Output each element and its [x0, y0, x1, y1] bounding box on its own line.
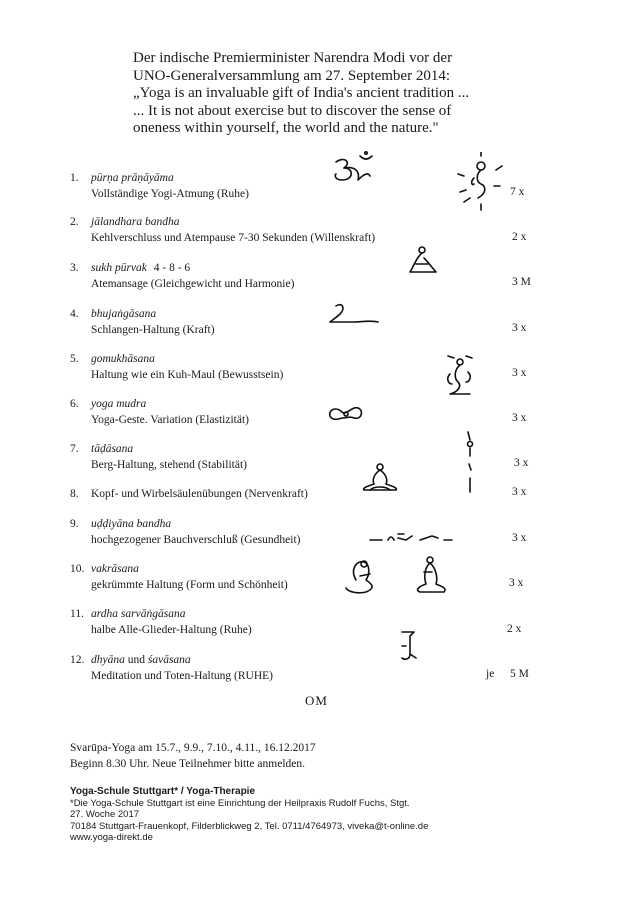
exercise-sanskrit: vakrāsana — [91, 563, 139, 575]
exercise-description: gekrümmte Haltung (Form und Schönheit) — [91, 579, 288, 591]
exercise-number: 2. — [70, 216, 79, 228]
abdominal-lock-figure-icon — [368, 526, 454, 548]
quote-line: ... It is not about exercise but to discover the sense of — [133, 102, 452, 119]
footer-week: 27. Woche 2017 — [70, 809, 140, 821]
exercise-sanskrit: jālandhara bandha — [91, 216, 180, 228]
footer-note: *Die Yoga-Schule Stuttgart ist eine Einrichtung der Heilpraxis Rudolf Fuchs, Stgt. — [70, 797, 410, 809]
standing-figure-icon — [460, 430, 480, 500]
exercise-reps: 3 x — [514, 457, 529, 469]
exercise-reps: 3 x — [512, 412, 527, 424]
exercise-reps: 7 x — [510, 186, 525, 198]
twist-pose-figure-icon — [340, 550, 460, 600]
exercise-number: 6. — [70, 398, 79, 410]
exercise-number: 3. — [70, 262, 79, 274]
quote-line: UNO-Generalversammlung am 27. September 2014: — [133, 67, 450, 84]
exercise-number: 1. — [70, 172, 79, 184]
seated-figure-icon — [358, 460, 402, 496]
exercise-description: Meditation und Toten-Haltung (RUHE) — [91, 670, 273, 682]
exercise-sanskrit: tāḍāsana — [91, 443, 134, 455]
exercise-sanskrit: dhyāna — [91, 654, 125, 666]
exercise-sanskrit: bhujaṅgāsana — [91, 308, 157, 320]
exercise-reps: 3 x — [512, 486, 527, 498]
exercise-number: 11. — [70, 608, 84, 620]
exercise-description: halbe Alle-Glieder-Haltung (Ruhe) — [91, 624, 252, 636]
exercise-sanskrit: gomukhāsana — [91, 353, 155, 365]
schedule — [70, 740, 316, 772]
shoulder-stand-figure-icon — [396, 628, 420, 668]
footer-title: Yoga-Schule Stuttgart* / Yoga-Therapie — [70, 786, 256, 797]
schedule-start-time: Beginn 8.30 Uhr. Neue Teilnehmer bitte anmelden. — [70, 758, 305, 770]
exercise-sanskrit: pūrṇa prāṇāyāma — [91, 172, 174, 184]
om-closing: OM — [305, 693, 328, 708]
exercise-description: Atemansage (Gleichgewicht und Harmonie) — [91, 278, 295, 290]
exercise-reps-prefix: je — [486, 668, 495, 680]
yoga-mudra-figure-icon — [326, 402, 366, 424]
exercise-reps: 2 x — [512, 231, 527, 243]
quote-line: „Yoga is an invaluable gift of India's ancient tradition ... — [133, 85, 470, 101]
footer — [70, 786, 428, 844]
exercise-number: 8. — [70, 488, 79, 500]
exercise-number: 5. — [70, 353, 79, 365]
exercise-reps: 3 x — [509, 577, 524, 589]
exercise-sanskrit: yoga mudra — [91, 398, 147, 410]
modi-quote — [133, 50, 573, 138]
exercise-reps: 3 M — [512, 276, 531, 288]
exercise-sanskrit: ardha sarvāṅgāsana — [91, 608, 186, 620]
exercise-description: Yoga-Geste. Variation (Elastizität) — [91, 414, 249, 426]
exercise-reps: 3 x — [512, 322, 527, 334]
exercise-breath-count: 4 - 8 - 6 — [153, 262, 191, 274]
exercise-reps: 3 x — [512, 367, 527, 379]
exercise-reps: 5 M — [510, 668, 529, 680]
cobra-pose-figure-icon — [322, 300, 382, 330]
exercise-reps: 3 x — [512, 532, 527, 544]
exercise-number: 10. — [70, 563, 85, 575]
exercise-description: hochgezogener Bauchverschluß (Gesundheit) — [91, 534, 301, 546]
quote-line: Der indische Premierminister Narendra Modi vor der — [133, 50, 453, 66]
exercise-number: 7. — [70, 443, 79, 455]
exercise-sanskrit: sukh pūrvak — [91, 262, 147, 274]
exercise-sanskrit: śavāsana — [147, 654, 191, 666]
exercise-reps: 2 x — [507, 623, 522, 635]
quote-line: oneness within yourself, the world and the nature." — [133, 120, 439, 136]
schedule-dates: Svarūpa-Yoga am 15.7., 9.9., 7.10., 4.11., 16.12.2017 — [70, 742, 316, 754]
exercise-sanskrit-join: und — [127, 654, 145, 666]
sun-breath-figure-icon — [450, 152, 512, 214]
cow-face-pose-figure-icon — [438, 352, 478, 400]
exercise-sanskrit: uḍḍiyāna bandha — [91, 518, 172, 530]
exercise-number: 12. — [70, 654, 85, 666]
exercise-description: Kopf- und Wirbelsäulenübungen (Nervenkraft) — [91, 488, 308, 500]
footer-address: 70184 Stuttgart-Frauenkopf, Filderblickweg 2, Tel. 0711/4764973, viveka@t-online.de — [70, 820, 429, 832]
exercise-description: Berg-Haltung, stehend (Stabilität) — [91, 459, 247, 471]
exercise-number: 4. — [70, 308, 79, 320]
exercise-description: Kehlverschluss und Atempause 7-30 Sekunden (Willenskraft) — [91, 232, 376, 244]
exercise-description: Haltung wie ein Kuh-Maul (Bewusstsein) — [91, 369, 284, 381]
exercise-number: 9. — [70, 518, 79, 530]
exercise-description: Vollständige Yogi-Atmung (Ruhe) — [91, 188, 249, 200]
kneeling-figure-icon — [402, 244, 444, 278]
om-symbol-icon — [330, 150, 378, 188]
footer-website: www.yoga-direkt.de — [70, 832, 153, 844]
exercise-description: Schlangen-Haltung (Kraft) — [91, 324, 215, 336]
